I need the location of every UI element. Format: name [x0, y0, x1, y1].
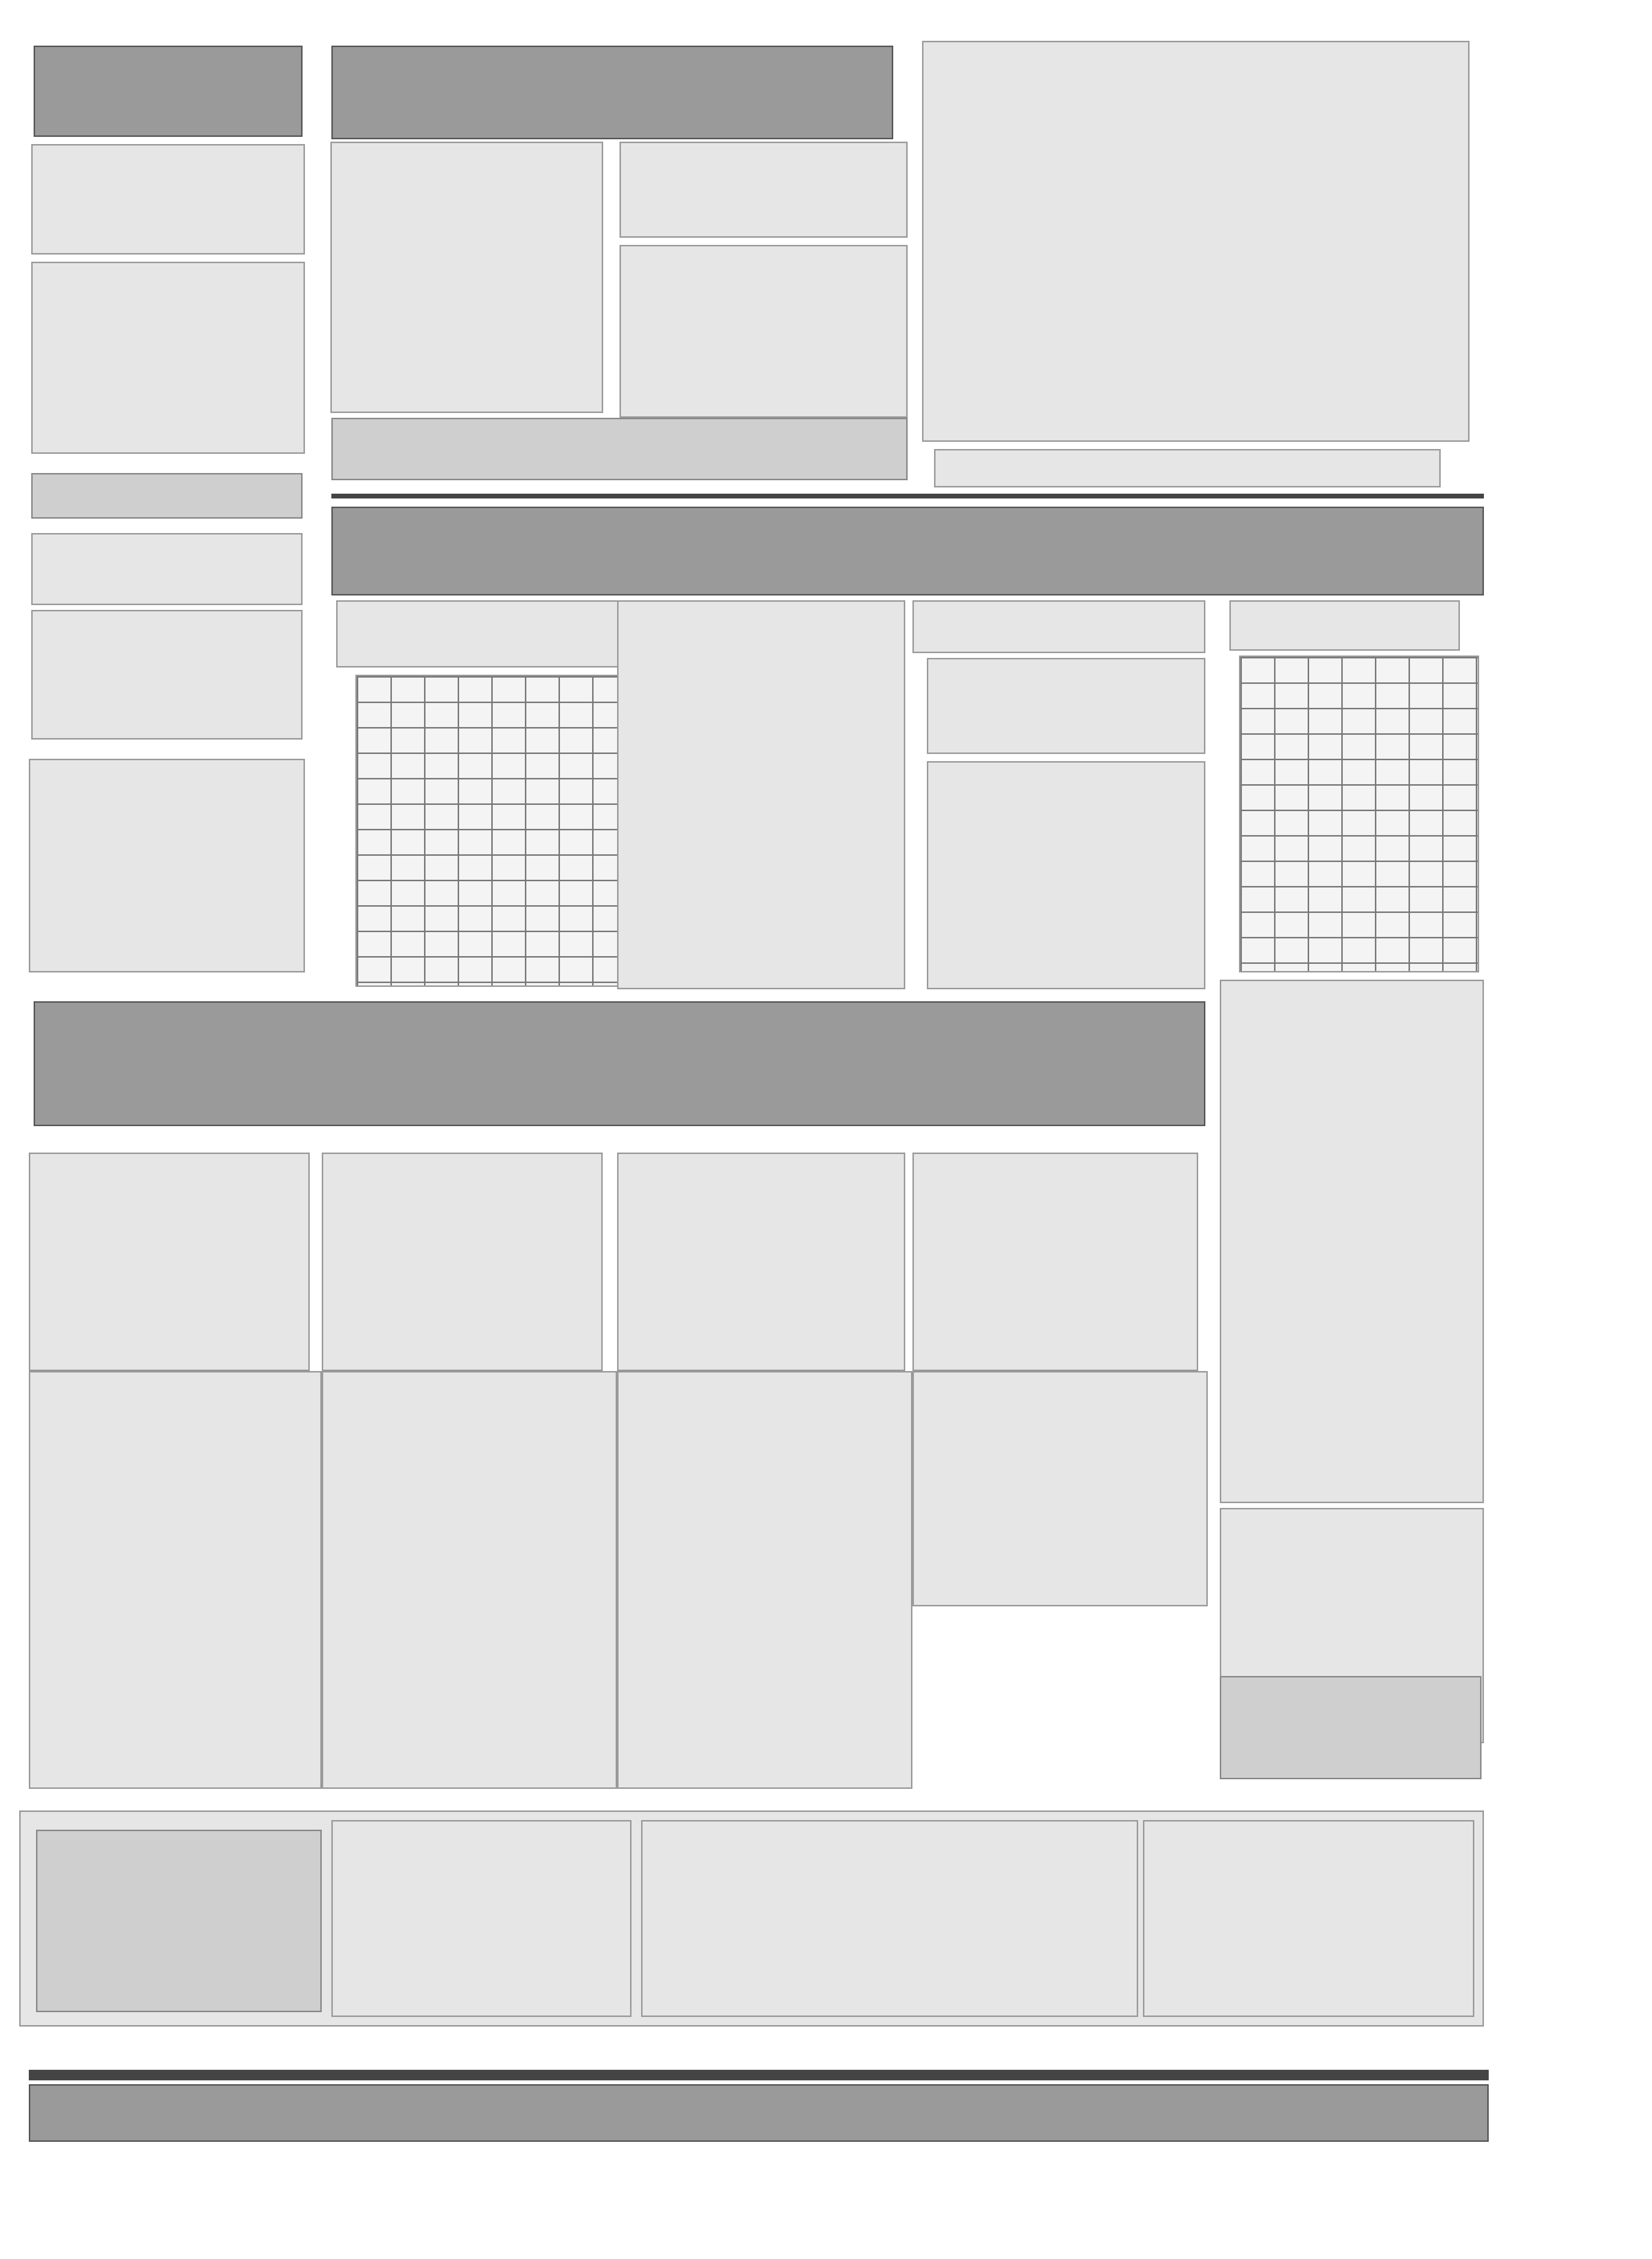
cartoon-passport-image [922, 41, 1470, 442]
comic-panel-3 [617, 1153, 905, 1371]
crossword-3695-clues-column-1 [617, 600, 905, 989]
checker-divider-left [31, 473, 303, 519]
article-energia-nuclear-headline [620, 142, 908, 238]
crossword-3695-instructions [927, 658, 1205, 754]
palavras-cruzadas-title [331, 507, 1484, 595]
checker-divider-middle [331, 418, 908, 480]
tio-carlos-panel-1 [331, 1820, 632, 2017]
article-novo-jogo-headline [31, 144, 305, 255]
crossword-3695-grid [355, 675, 644, 987]
tio-carlos-panel-3 [1143, 1820, 1474, 2017]
sintra-ad [1220, 1676, 1482, 1779]
article-milhares-de-casas-body [31, 610, 303, 740]
masthead-magazine-block [331, 46, 893, 139]
footer-rule [29, 2070, 1489, 2080]
efemerides-box [29, 759, 305, 972]
crossword-3695-header [336, 600, 620, 668]
article-novo-jogo-body [31, 262, 305, 454]
article-ha-30-anos [330, 142, 603, 413]
article-energia-nuclear-body [620, 245, 908, 418]
article-milhares-de-casas-headline [31, 533, 303, 605]
crossword-top-rule [331, 494, 1484, 498]
solucao-3694 [927, 761, 1205, 989]
masthead-pequeno-block [34, 46, 303, 137]
comic-panel-2 [322, 1153, 603, 1371]
story-column-3 [617, 1371, 912, 1789]
tio-carlos-title-panel [36, 1830, 322, 2012]
comic-panel-1 [29, 1153, 310, 1371]
crossword-7540-clues [1220, 980, 1484, 1503]
story-column-1 [29, 1371, 322, 1789]
crossword-7540-grid [1239, 656, 1479, 972]
crossword-7540-header [1229, 600, 1460, 651]
story-column-4 [912, 1371, 1208, 1606]
comic-panel-4 [912, 1153, 1198, 1371]
footer-bar [29, 2084, 1489, 2142]
crossword-3695-clues-column-2 [912, 600, 1205, 653]
story-column-2 [322, 1371, 617, 1789]
factos-reais-banner [34, 1001, 1205, 1126]
tio-carlos-panel-2 [641, 1820, 1138, 2017]
cartoon-passport-caption [934, 449, 1441, 487]
